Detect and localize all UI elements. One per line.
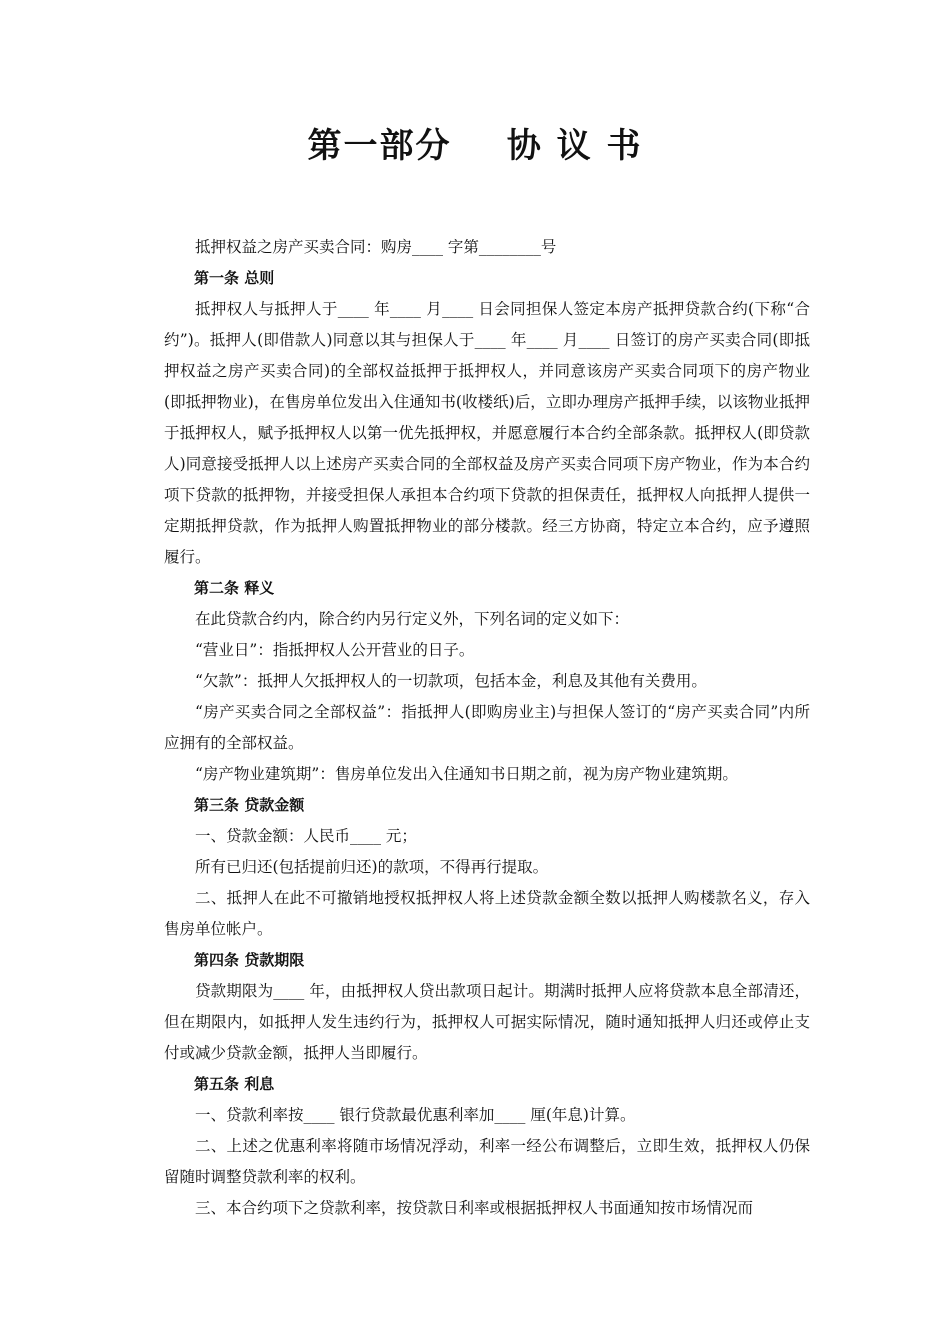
paragraph: 一、贷款利率按____ 银行贷款最优惠利率加____ 厘(年息)计算。 <box>195 1106 636 1124</box>
paragraph: 抵押权人与抵押人于____ 年____ 月____ 日会同担保人签定本房产抵押贷款合约(下称“合约”)。抵押人(即借款人)同意以其与担保人于____ 年____ 月____ 日签订的房产买卖合同(即抵押权益之房产买卖合同)的全部权益抵押于抵押权人，并同意该房产买卖合同项下的房产物业(即抵押物业)，在售房单位发出入住通知书(收楼纸)后，立即办理房产抵押手续，以该物业抵押于抵押权人，赋予抵押权人以第一优先抵押权，并愿意履行本合约全部条款。抵押权人(即贷款人)同意接受抵押人以上述房产买卖合同的全部权益及房产买卖合同项下房产物业，作为本合约项下贷款的抵押物，并接受担保人承担本合约项下贷款的担保责任，抵押权人向抵押人提供一定期抵押贷款，作为抵押人购置抵押物业的部分楼款。经三方协商，特定立本合约，应予遵照履行。 <box>164 300 810 566</box>
section-heading: 第五条 利息 <box>194 1075 275 1093</box>
document-title: 第一部分 协 议 书 <box>307 126 643 166</box>
paragraph: 二、上述之优惠利率将随市场情况浮动，利率一经公布调整后，立即生效，抵押权人仍保留随时调整贷款利率的权利。 <box>164 1137 810 1186</box>
paragraph: 一、贷款金额：人民币____ 元； <box>195 827 417 845</box>
paragraph: 贷款期限为____ 年，由抵押权人贷出款项日起计。期满时抵押人应将贷款本息全部清还，但在期限内，如抵押人发生违约行为，抵押权人可据实际情况，随时通知抵押人归还或停止支付或减少贷款金额，抵押人当即履行。 <box>164 982 810 1062</box>
section-heading: 第三条 贷款金额 <box>194 796 305 814</box>
paragraph: 在此贷款合约内，除合约内另行定义外，下列名词的定义如下： <box>195 610 630 628</box>
paragraph: “欠款”：抵押人欠抵押权人的一切款项，包括本金，利息及其他有关费用。 <box>195 672 707 690</box>
paragraph: “房产买卖合同之全部权益”：指抵押人(即购房业主)与担保人签订的“房产买卖合同”内所应拥有的全部权益。 <box>164 703 810 752</box>
paragraph: “房产物业建筑期”：售房单位发出入住通知书日期之前，视为房产物业建筑期。 <box>195 765 738 783</box>
section-heading: 第一条 总则 <box>194 269 275 287</box>
section-heading: 第二条 释义 <box>194 579 275 597</box>
paragraph: 所有已归还(包括提前归还)的款项，不得再行提取。 <box>195 858 549 876</box>
paragraph: 二、抵押人在此不可撤销地授权抵押权人将上述贷款金额全数以抵押人购楼款名义，存入售房单位帐户。 <box>164 889 810 938</box>
section-heading: 第四条 贷款期限 <box>194 951 305 969</box>
paragraph: 抵押权益之房产买卖合同：购房____ 字第________号 <box>195 238 557 256</box>
paragraph: 三、本合约项下之贷款利率，按贷款日利率或根据抵押权人书面通知按市场情况而 <box>195 1199 754 1217</box>
document-body <box>164 232 810 1224</box>
paragraph: “营业日”：指抵押权人公开营业的日子。 <box>195 641 475 659</box>
